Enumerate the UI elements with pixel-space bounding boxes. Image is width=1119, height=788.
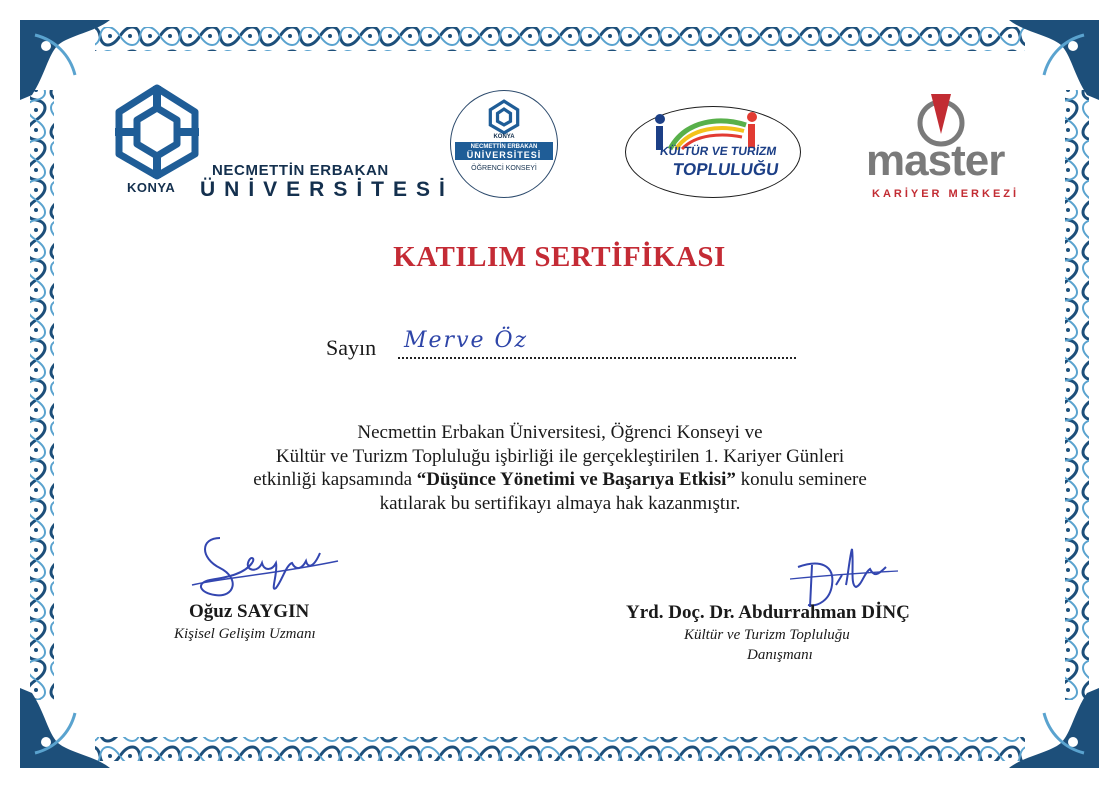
signature-right-name: Yrd. Doç. Dr. Abdurrahman DİNÇ — [626, 602, 910, 623]
signature-left-role: Kişisel Gelişim Uzmanı — [174, 626, 316, 642]
body-line3-pre: etkinliği kapsamında — [253, 469, 417, 491]
neu-logo — [105, 80, 454, 205]
master-wordmark: master — [866, 136, 1005, 185]
body-line2: Kültür ve Turizm Topluluğu işbirliği ile gerçekleştirilen 1. Kariyer Günleri — [275, 445, 845, 467]
ok-band-line1: NECMETTİN ERBAKAN — [470, 144, 538, 150]
recipient-label: Sayın — [326, 335, 377, 360]
recipient-line — [326, 328, 806, 363]
ok-emblem-icon — [486, 99, 522, 135]
kultur-turizm-logo — [625, 106, 801, 198]
signature-left-scribble-icon — [190, 533, 340, 603]
signature-right-role-line1: Kültür ve Turizm Topluluğu — [684, 627, 850, 643]
ok-city-label: KONYA — [493, 134, 515, 140]
body-line1: Necmettin Erbakan Üniversitesi, Öğrenci Konseyi ve — [357, 422, 763, 443]
recipient-dotted-line — [398, 357, 796, 359]
neu-emblem-icon — [107, 82, 207, 182]
neu-name-line1: NECMETTİN ERBAKAN — [212, 162, 389, 179]
body-line3 — [140, 468, 980, 492]
ktt-line1: KÜLTÜR VE TURİZM — [659, 144, 778, 158]
neu-name-line2: ÜNİVERSİTESİ — [200, 178, 454, 201]
seminar-title: “Düşünce Yönetimi ve Başarıya Etkisi” — [416, 469, 736, 491]
body-line3-post: konulu seminere — [735, 469, 867, 491]
body-line4: katılarak bu sertifikayı almaya hak kazanmıştır. — [379, 492, 741, 514]
ok-band — [455, 142, 553, 160]
certificate-title: KATILIM SERTİFİKASI — [393, 241, 726, 273]
recipient-name: Merve Öz — [404, 328, 529, 353]
master-logo — [862, 90, 1022, 210]
neu-city-label: KONYA — [127, 180, 176, 195]
signature-left — [165, 525, 375, 655]
master-sub-label: KARİYER MERKEZİ — [872, 188, 1020, 200]
ok-band-line2: ÜNİVERSİTESİ — [466, 150, 542, 160]
signature-right — [600, 545, 980, 675]
ktt-line2: TOPLULUĞU — [671, 160, 780, 179]
ogrenci-konseyi-logo — [450, 90, 558, 198]
certificate-body — [140, 421, 980, 515]
ok-sub-label: ÖĞRENCİ KONSEYİ — [471, 165, 537, 172]
signature-left-name: Oğuz SAYGIN — [189, 601, 310, 622]
signature-right-role-line2: Danışmanı — [747, 647, 813, 663]
